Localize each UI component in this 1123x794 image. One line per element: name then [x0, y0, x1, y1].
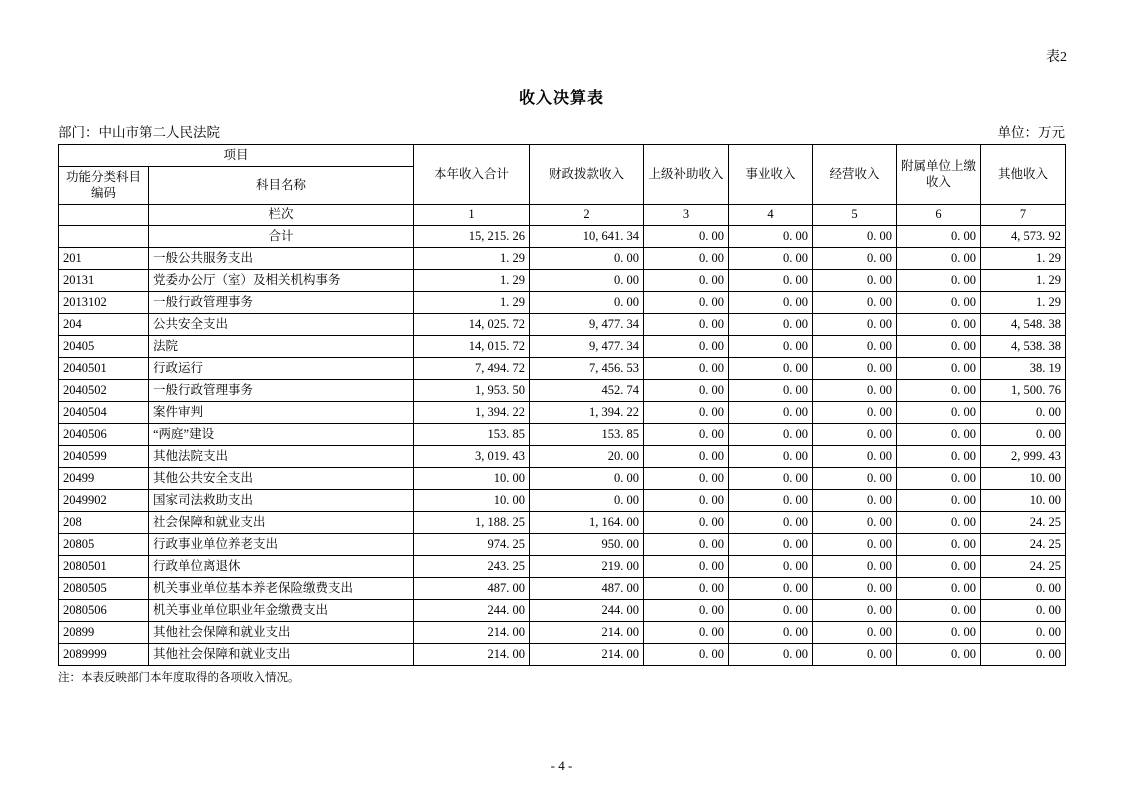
value-cell: 0. 00 — [729, 292, 813, 314]
value-cell: 0. 00 — [813, 270, 897, 292]
name-cell: 行政运行 — [149, 358, 414, 380]
code-cell: 2040506 — [59, 424, 149, 446]
value-cell: 1, 164. 00 — [530, 512, 644, 534]
value-cell: 0. 00 — [897, 490, 981, 512]
value-cell: 1, 500. 76 — [981, 380, 1066, 402]
table-row — [59, 600, 1066, 622]
value-cell: 0. 00 — [530, 490, 644, 512]
value-cell: 1. 29 — [981, 292, 1066, 314]
value-cell: 0. 00 — [729, 424, 813, 446]
value-cell: 0. 00 — [729, 314, 813, 336]
column-header-business: 事业收入 — [729, 145, 813, 205]
table-row — [59, 578, 1066, 600]
page-title: 收入决算表 — [518, 90, 604, 107]
code-cell: 2013102 — [59, 292, 149, 314]
value-cell: 0. 00 — [897, 534, 981, 556]
value-cell: 0. 00 — [644, 292, 729, 314]
value-cell: 0. 00 — [644, 336, 729, 358]
code-cell: 2080501 — [59, 556, 149, 578]
value-cell: 1. 29 — [981, 248, 1066, 270]
value-cell: 0. 00 — [897, 424, 981, 446]
value-cell: 14, 025. 72 — [414, 314, 530, 336]
value-cell: 0. 00 — [813, 644, 897, 666]
revenue-table — [58, 144, 1066, 666]
value-cell: 0. 00 — [897, 556, 981, 578]
table-row — [59, 622, 1066, 644]
code-cell: 20805 — [59, 534, 149, 556]
code-cell: 20405 — [59, 336, 149, 358]
value-cell: 24. 25 — [981, 556, 1066, 578]
code-cell: 2040502 — [59, 380, 149, 402]
table-row — [59, 424, 1066, 446]
value-cell: 0. 00 — [813, 446, 897, 468]
value-cell: 15, 215. 26 — [414, 226, 530, 248]
value-cell: 950. 00 — [530, 534, 644, 556]
value-cell: 0. 00 — [729, 380, 813, 402]
value-cell: 0. 00 — [981, 578, 1066, 600]
name-cell: 一般行政管理事务 — [149, 380, 414, 402]
value-cell: 0. 00 — [813, 336, 897, 358]
value-cell: 24. 25 — [981, 512, 1066, 534]
value-cell: 0. 00 — [813, 248, 897, 270]
name-cell: 一般公共服务支出 — [149, 248, 414, 270]
value-cell: 243. 25 — [414, 556, 530, 578]
value-cell: 244. 00 — [530, 600, 644, 622]
value-cell: 10. 00 — [981, 490, 1066, 512]
value-cell: 0. 00 — [729, 644, 813, 666]
value-cell: 0. 00 — [813, 600, 897, 622]
value-cell: 0. 00 — [644, 226, 729, 248]
value-cell: 0. 00 — [729, 578, 813, 600]
lane-header-cell: 栏次 — [149, 205, 414, 226]
value-cell: 153. 85 — [414, 424, 530, 446]
value-cell: 0. 00 — [981, 424, 1066, 446]
value-cell: 0. 00 — [644, 402, 729, 424]
header-row-project — [59, 145, 1066, 167]
value-cell: 24. 25 — [981, 534, 1066, 556]
value-cell: 0. 00 — [981, 600, 1066, 622]
value-cell: 244. 00 — [414, 600, 530, 622]
code-cell: 2040504 — [59, 402, 149, 424]
table-row — [59, 226, 1066, 248]
value-cell: 0. 00 — [981, 402, 1066, 424]
name-cell: 一般行政管理事务 — [149, 292, 414, 314]
value-cell: 0. 00 — [729, 556, 813, 578]
value-cell: 1, 953. 50 — [414, 380, 530, 402]
code-header-cell: 功能分类科目编码 — [59, 167, 149, 205]
value-cell: 974. 25 — [414, 534, 530, 556]
value-cell: 0. 00 — [813, 622, 897, 644]
table-row — [59, 270, 1066, 292]
value-cell: 0. 00 — [813, 358, 897, 380]
value-cell: 0. 00 — [813, 292, 897, 314]
value-cell: 0. 00 — [644, 600, 729, 622]
value-cell: 9, 477. 34 — [530, 314, 644, 336]
value-cell: 0. 00 — [644, 468, 729, 490]
name-cell: 法院 — [149, 336, 414, 358]
name-cell: 公共安全支出 — [149, 314, 414, 336]
column-header-total: 本年收入合计 — [414, 145, 530, 205]
code-cell: 2049902 — [59, 490, 149, 512]
value-cell: 0. 00 — [644, 644, 729, 666]
value-cell: 0. 00 — [897, 644, 981, 666]
code-cell: 2089999 — [59, 644, 149, 666]
value-cell: 10. 00 — [414, 490, 530, 512]
lane-number-cell: 4 — [729, 205, 813, 226]
column-header-superior-subsidy: 上级补助收入 — [644, 145, 729, 205]
lane-number-cell: 6 — [897, 205, 981, 226]
table-row — [59, 512, 1066, 534]
value-cell: 0. 00 — [813, 512, 897, 534]
value-cell: 0. 00 — [530, 270, 644, 292]
value-cell: 0. 00 — [729, 490, 813, 512]
table-row — [59, 644, 1066, 666]
value-cell: 1, 188. 25 — [414, 512, 530, 534]
table-row — [59, 380, 1066, 402]
value-cell: 0. 00 — [813, 402, 897, 424]
header-row-lane — [59, 205, 1066, 226]
value-cell: 0. 00 — [644, 314, 729, 336]
code-cell: 20131 — [59, 270, 149, 292]
value-cell: 0. 00 — [897, 336, 981, 358]
value-cell: 0. 00 — [644, 578, 729, 600]
value-cell: 0. 00 — [729, 226, 813, 248]
value-cell: 0. 00 — [897, 314, 981, 336]
name-cell: 其他社会保障和就业支出 — [149, 644, 414, 666]
value-cell: 0. 00 — [813, 490, 897, 512]
value-cell: 0. 00 — [644, 622, 729, 644]
value-cell: 0. 00 — [897, 600, 981, 622]
value-cell: 214. 00 — [414, 644, 530, 666]
code-cell: 2040599 — [59, 446, 149, 468]
meta-row — [58, 121, 1065, 141]
value-cell: 0. 00 — [897, 578, 981, 600]
value-cell: 9, 477. 34 — [530, 336, 644, 358]
value-cell: 10. 00 — [414, 468, 530, 490]
name-cell: 国家司法救助支出 — [149, 490, 414, 512]
sheet-label: 表2 — [1046, 50, 1067, 65]
name-cell: 机关事业单位职业年金缴费支出 — [149, 600, 414, 622]
value-cell: 1. 29 — [414, 248, 530, 270]
value-cell: 214. 00 — [530, 622, 644, 644]
table-row — [59, 314, 1066, 336]
value-cell: 0. 00 — [897, 380, 981, 402]
table-row — [59, 248, 1066, 270]
value-cell: 0. 00 — [897, 468, 981, 490]
value-cell: 0. 00 — [813, 534, 897, 556]
value-cell: 153. 85 — [530, 424, 644, 446]
table-row — [59, 490, 1066, 512]
value-cell: 0. 00 — [729, 336, 813, 358]
value-cell: 0. 00 — [729, 270, 813, 292]
name-cell: 机关事业单位基本养老保险缴费支出 — [149, 578, 414, 600]
value-cell: 3, 019. 43 — [414, 446, 530, 468]
name-cell: 其他法院支出 — [149, 446, 414, 468]
column-header-fiscal: 财政拨款收入 — [530, 145, 644, 205]
table-note: 注：本表反映部门本年度取得的各项收入情况。 — [58, 672, 300, 684]
value-cell: 0. 00 — [644, 248, 729, 270]
value-cell: 0. 00 — [644, 512, 729, 534]
value-cell: 0. 00 — [729, 600, 813, 622]
value-cell: 0. 00 — [729, 358, 813, 380]
value-cell: 0. 00 — [644, 424, 729, 446]
code-cell: 2080506 — [59, 600, 149, 622]
value-cell: 0. 00 — [644, 380, 729, 402]
value-cell: 0. 00 — [813, 468, 897, 490]
name-cell: 行政事业单位养老支出 — [149, 534, 414, 556]
value-cell: 0. 00 — [897, 226, 981, 248]
value-cell: 0. 00 — [729, 512, 813, 534]
table-header — [59, 145, 1066, 226]
lane-number-cell: 5 — [813, 205, 897, 226]
value-cell: 0. 00 — [813, 556, 897, 578]
value-cell: 7, 494. 72 — [414, 358, 530, 380]
table-row — [59, 402, 1066, 424]
unit-label: 单位：万元 — [997, 125, 1065, 140]
code-cell: 2040501 — [59, 358, 149, 380]
value-cell: 1. 29 — [414, 292, 530, 314]
name-cell: “两庭”建设 — [149, 424, 414, 446]
value-cell: 0. 00 — [729, 248, 813, 270]
code-cell: 20899 — [59, 622, 149, 644]
value-cell: 0. 00 — [530, 468, 644, 490]
lane-number-cell: 2 — [530, 205, 644, 226]
value-cell: 10. 00 — [981, 468, 1066, 490]
value-cell: 0. 00 — [897, 622, 981, 644]
value-cell: 0. 00 — [813, 380, 897, 402]
value-cell: 0. 00 — [644, 446, 729, 468]
value-cell: 219. 00 — [530, 556, 644, 578]
value-cell: 0. 00 — [644, 556, 729, 578]
name-cell: 党委办公厅（室）及相关机构事务 — [149, 270, 414, 292]
value-cell: 0. 00 — [729, 446, 813, 468]
page-number: - 4 - — [550, 758, 573, 773]
name-header-cell: 科目名称 — [149, 167, 414, 205]
value-cell: 0. 00 — [813, 314, 897, 336]
value-cell: 2, 999. 43 — [981, 446, 1066, 468]
value-cell: 4, 538. 38 — [981, 336, 1066, 358]
value-cell: 0. 00 — [644, 358, 729, 380]
value-cell: 0. 00 — [897, 402, 981, 424]
value-cell: 1. 29 — [414, 270, 530, 292]
value-cell: 0. 00 — [897, 292, 981, 314]
table-row — [59, 446, 1066, 468]
value-cell: 38. 19 — [981, 358, 1066, 380]
table-row — [59, 336, 1066, 358]
code-cell — [59, 226, 149, 248]
value-cell: 0. 00 — [813, 226, 897, 248]
name-cell: 合计 — [149, 226, 414, 248]
value-cell: 0. 00 — [644, 490, 729, 512]
lane-number-cell: 1 — [414, 205, 530, 226]
value-cell: 7, 456. 53 — [530, 358, 644, 380]
value-cell: 0. 00 — [644, 270, 729, 292]
value-cell: 0. 00 — [530, 292, 644, 314]
code-cell: 20499 — [59, 468, 149, 490]
value-cell: 0. 00 — [813, 424, 897, 446]
table-body — [59, 226, 1066, 666]
value-cell: 0. 00 — [729, 468, 813, 490]
value-cell: 0. 00 — [897, 446, 981, 468]
value-cell: 10, 641. 34 — [530, 226, 644, 248]
value-cell: 0. 00 — [897, 248, 981, 270]
project-header-cell: 项目 — [59, 145, 414, 167]
value-cell: 487. 00 — [530, 578, 644, 600]
value-cell: 0. 00 — [981, 644, 1066, 666]
name-cell: 行政单位离退休 — [149, 556, 414, 578]
table-row — [59, 556, 1066, 578]
value-cell: 0. 00 — [981, 622, 1066, 644]
column-header-affiliated: 附属单位上缴收入 — [897, 145, 981, 205]
table-row — [59, 358, 1066, 380]
value-cell: 0. 00 — [813, 578, 897, 600]
column-header-other: 其他收入 — [981, 145, 1066, 205]
value-cell: 1, 394. 22 — [530, 402, 644, 424]
value-cell: 0. 00 — [729, 402, 813, 424]
table-row — [59, 292, 1066, 314]
value-cell: 452. 74 — [530, 380, 644, 402]
lane-number-cell: 3 — [644, 205, 729, 226]
name-cell: 其他公共安全支出 — [149, 468, 414, 490]
value-cell: 0. 00 — [897, 358, 981, 380]
code-cell: 2080505 — [59, 578, 149, 600]
name-cell: 案件审判 — [149, 402, 414, 424]
code-cell: 208 — [59, 512, 149, 534]
value-cell: 1. 29 — [981, 270, 1066, 292]
lane-empty-cell — [59, 205, 149, 226]
value-cell: 0. 00 — [644, 534, 729, 556]
value-cell: 487. 00 — [414, 578, 530, 600]
value-cell: 214. 00 — [414, 622, 530, 644]
value-cell: 1, 394. 22 — [414, 402, 530, 424]
value-cell: 4, 548. 38 — [981, 314, 1066, 336]
table-row — [59, 468, 1066, 490]
value-cell: 14, 015. 72 — [414, 336, 530, 358]
name-cell: 其他社会保障和就业支出 — [149, 622, 414, 644]
value-cell: 0. 00 — [530, 248, 644, 270]
column-header-operating: 经营收入 — [813, 145, 897, 205]
name-cell: 社会保障和就业支出 — [149, 512, 414, 534]
department-label: 部门：中山市第二人民法院 — [58, 125, 220, 140]
table-row — [59, 534, 1066, 556]
value-cell: 0. 00 — [729, 534, 813, 556]
code-cell: 204 — [59, 314, 149, 336]
value-cell: 0. 00 — [897, 270, 981, 292]
code-cell: 201 — [59, 248, 149, 270]
value-cell: 4, 573. 92 — [981, 226, 1066, 248]
lane-number-cell: 7 — [981, 205, 1066, 226]
value-cell: 0. 00 — [897, 512, 981, 534]
value-cell: 214. 00 — [530, 644, 644, 666]
value-cell: 20. 00 — [530, 446, 644, 468]
value-cell: 0. 00 — [729, 622, 813, 644]
